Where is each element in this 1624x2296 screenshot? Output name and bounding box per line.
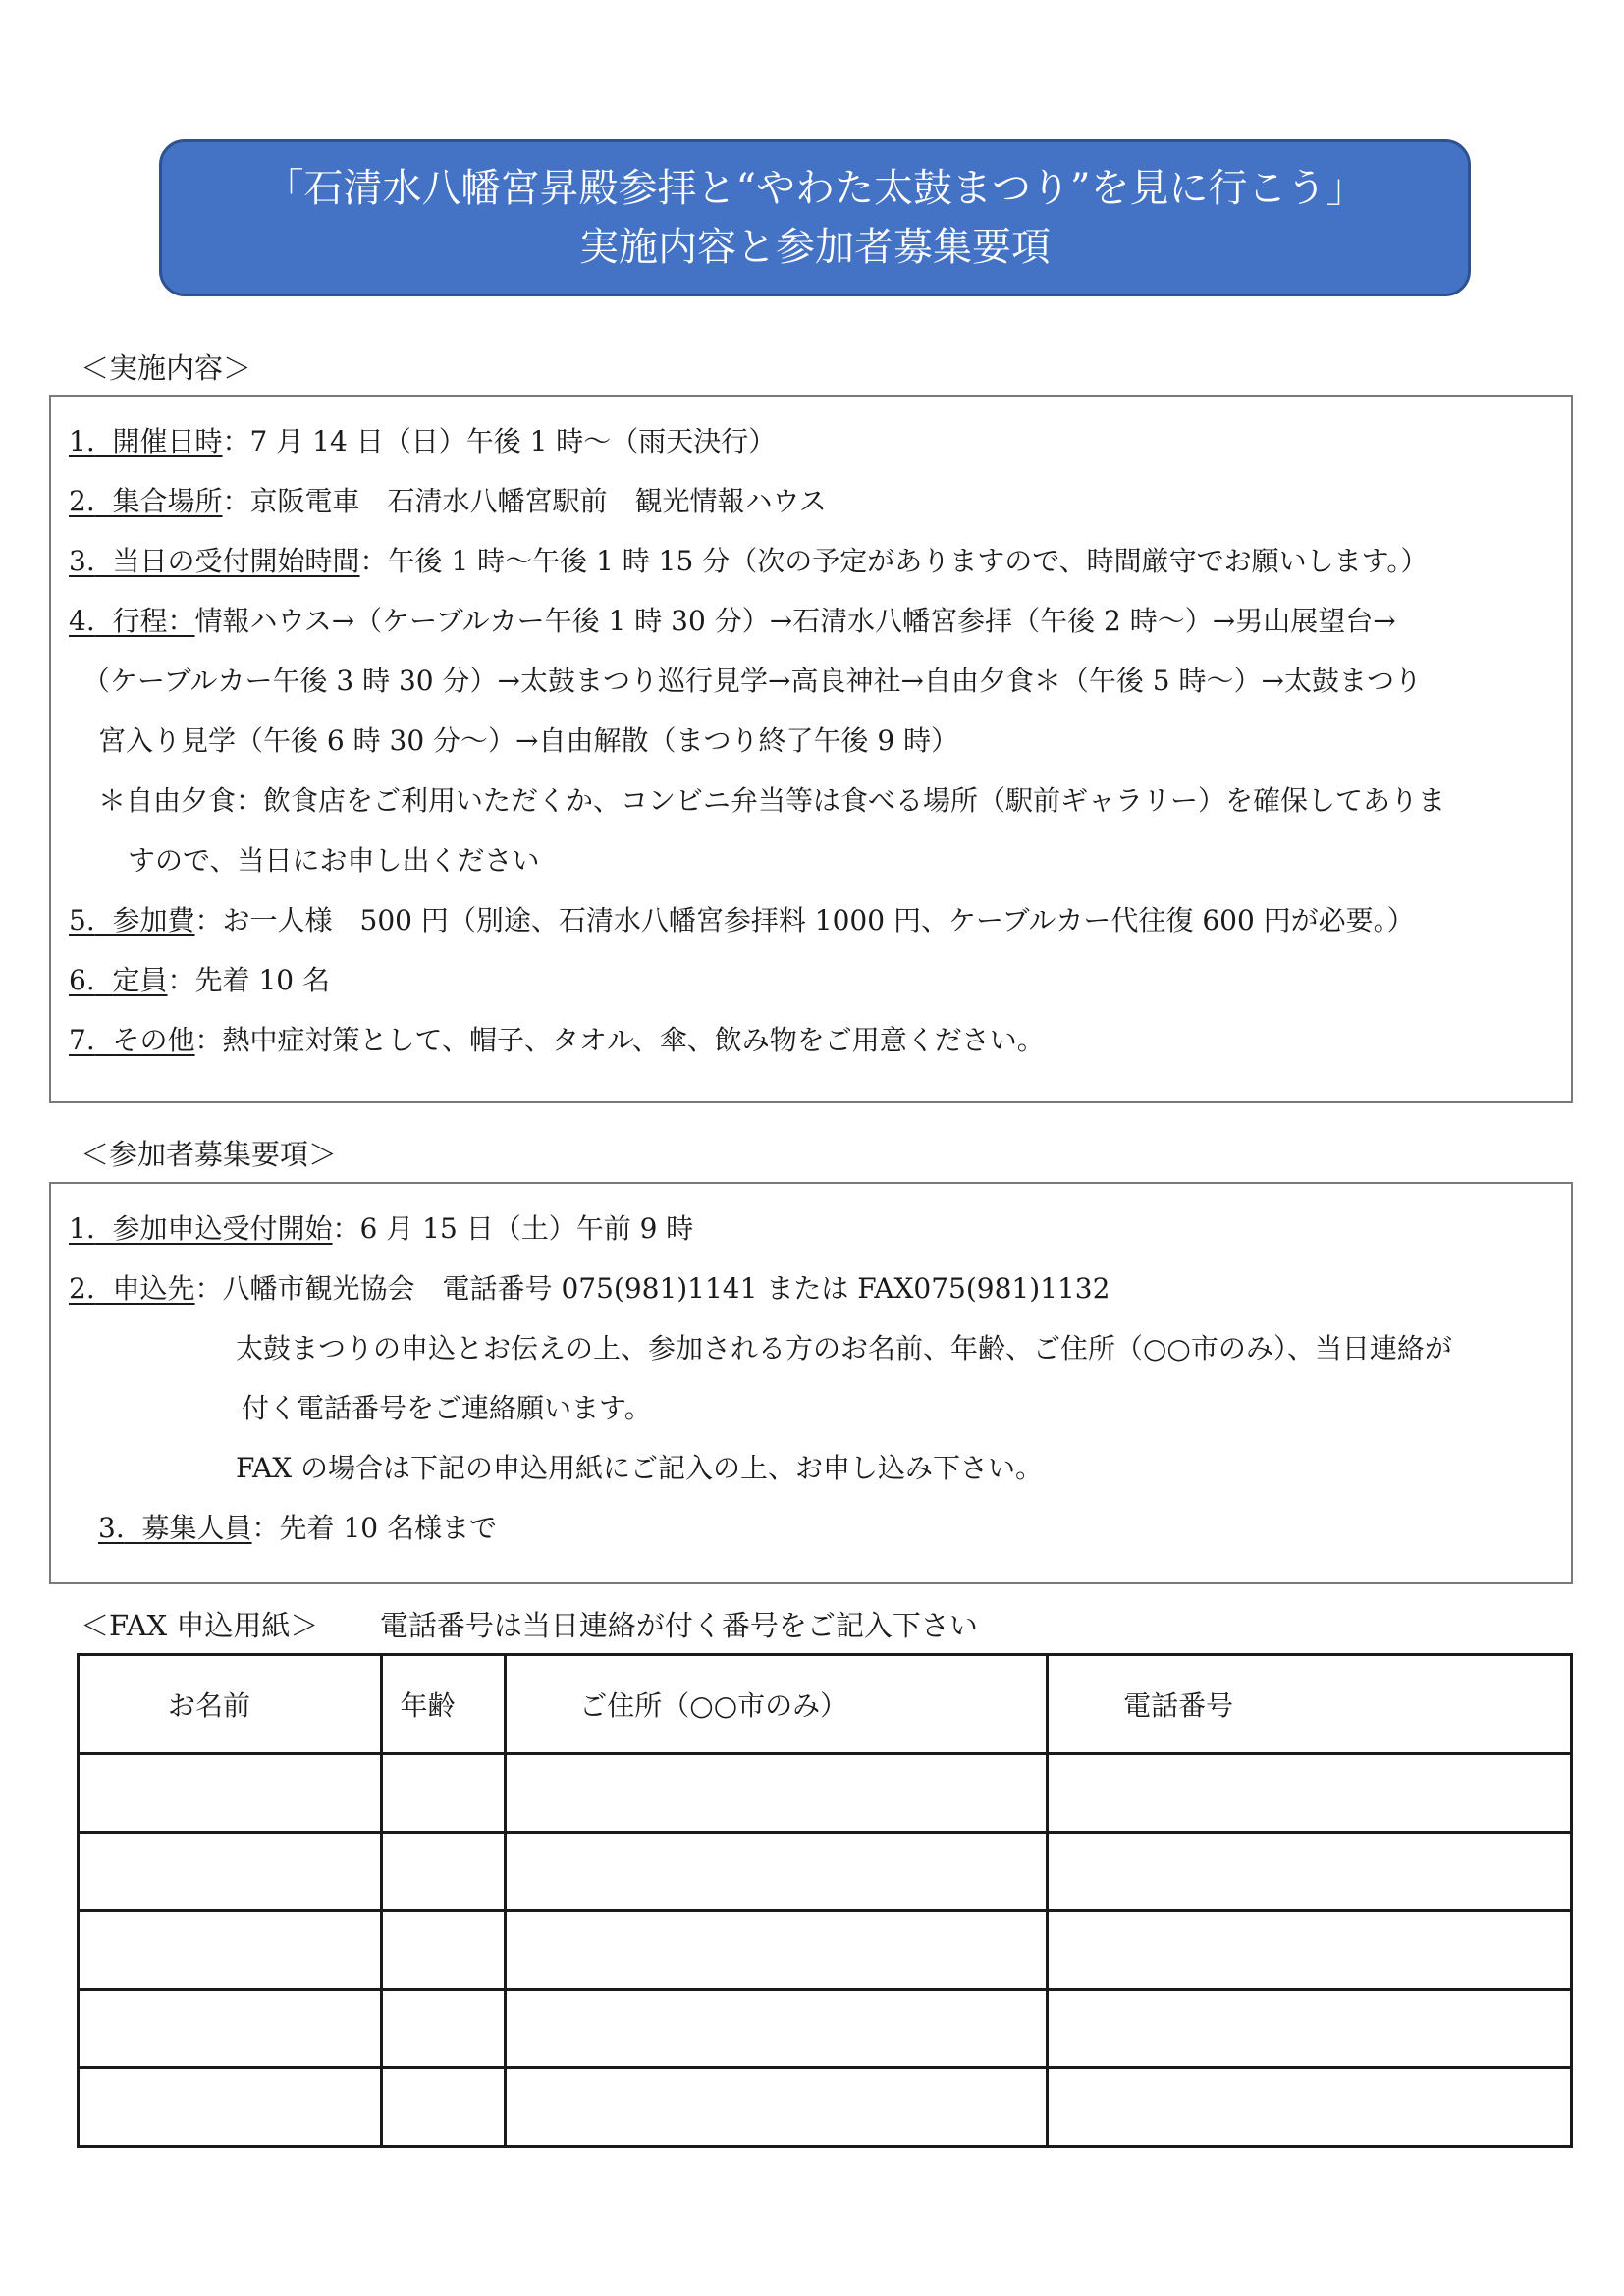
- column-header-phone: 電話番号: [1048, 1655, 1572, 1754]
- section-heading-recruitment: ＜参加者募集要項＞: [81, 1138, 338, 1171]
- age-cell[interactable]: [381, 1833, 506, 1911]
- implementation-item-1: 1. 開催日時：7 月 14 日（日）午後 1 時～（雨天決行）: [69, 425, 777, 457]
- recruitment-item-3: 3. 募集人員：先着 10 名様まで: [98, 1512, 497, 1544]
- address-cell[interactable]: [506, 1833, 1048, 1911]
- title-line-1: 「石清水八幡宮昇殿参拝と“やわた太鼓まつり”を見に行こう」: [264, 166, 1366, 211]
- recruitment-item-1: 1. 参加申込受付開始：6 月 15 日（土）午前 9 時: [69, 1212, 694, 1245]
- column-header-address: ご住所（○○市のみ）: [506, 1655, 1048, 1754]
- table-row: [79, 1833, 1572, 1911]
- phone-cell[interactable]: [1048, 1990, 1572, 2068]
- address-cell[interactable]: [506, 1911, 1048, 1990]
- implementation-item-4: 4. 行程：情報ハウス→（ケーブルカー午後 1 時 30 分）→石清水八幡宮参拝（午後 2 時～）→男山展望台→: [69, 605, 1396, 637]
- address-cell[interactable]: [506, 1990, 1048, 2068]
- name-cell[interactable]: [79, 1990, 382, 2068]
- phone-cell[interactable]: [1048, 2068, 1572, 2147]
- table-row: [79, 1990, 1572, 2068]
- implementation-item-2: 2. 集合場所：京阪電車 石清水八幡宮駅前 観光情報ハウス: [69, 485, 827, 517]
- column-header-name: お名前: [79, 1655, 382, 1754]
- address-cell[interactable]: [506, 2068, 1048, 2147]
- itinerary-continued-2: 宮入り見学（午後 6 時 30 分～）→自由解散（まつり終了午後 9 時）: [98, 724, 959, 757]
- recruitment-paragraph-1: 太鼓まつりの申込とお伝えの上、参加される方のお名前、年齢、ご住所（○○市のみ）、当日連絡が: [236, 1332, 1452, 1364]
- fax-note: 電話番号は当日連絡が付く番号をご記入下さい: [379, 1609, 978, 1642]
- phone-cell[interactable]: [1048, 1911, 1572, 1990]
- name-cell[interactable]: [79, 1911, 382, 1990]
- implementation-item-5: 5. 参加費：お一人様 500 円（別途、石清水八幡宮参拝料 1000 円、ケーブルカー代往復 600 円が必要。）: [69, 904, 1415, 936]
- recruitment-paragraph-2: 付く電話番号をご連絡願います。: [242, 1392, 652, 1424]
- section-heading-implementation: ＜実施内容＞: [81, 351, 252, 385]
- name-cell[interactable]: [79, 1833, 382, 1911]
- implementation-item-7: 7. その他：熱中症対策として、帽子、タオル、傘、飲み物をご用意ください。: [69, 1024, 1045, 1056]
- dinner-note-1: ＊自由夕食：飲食店をご利用いただくか、コンビニ弁当等は食べる場所（駅前ギャラリー）を確保してありま: [98, 784, 1446, 817]
- dinner-note-2: すので、当日にお申し出ください: [128, 844, 540, 877]
- fax-form-title: ＜FAX 申込用紙＞: [81, 1609, 319, 1642]
- name-cell[interactable]: [79, 2068, 382, 2147]
- table-header-row: [79, 1655, 1572, 1754]
- recruitment-item-2: 2. 申込先：八幡市観光協会 電話番号 075(981)1141 または FAX075(981)1132: [69, 1272, 1110, 1305]
- age-cell[interactable]: [381, 2068, 506, 2147]
- implementation-item-6: 6. 定員：先着 10 名: [69, 964, 330, 996]
- age-cell[interactable]: [381, 1911, 506, 1990]
- table-row: [79, 2068, 1572, 2147]
- fax-heading: [81, 1606, 978, 1645]
- table-row: [79, 1754, 1572, 1833]
- recruitment-paragraph-3: FAX の場合は下記の申込用紙にご記入の上、お申し込み下さい。: [236, 1452, 1044, 1484]
- age-cell[interactable]: [381, 1754, 506, 1833]
- itinerary-continued-1: （ケーブルカー午後 3 時 30 分）→太鼓まつり巡行見学→高良神社→自由夕食＊（午後 5 時～）→太鼓まつり: [82, 665, 1422, 697]
- phone-cell[interactable]: [1048, 1833, 1572, 1911]
- name-cell[interactable]: [79, 1754, 382, 1833]
- column-header-age: 年齢: [381, 1655, 506, 1754]
- address-cell[interactable]: [506, 1754, 1048, 1833]
- implementation-item-3: 3. 当日の受付開始時間：午後 1 時～午後 1 時 15 分（次の予定がありますので、時間厳守でお願いします。）: [69, 545, 1429, 577]
- phone-cell[interactable]: [1048, 1754, 1572, 1833]
- title-line-2: 実施内容と参加者募集要項: [579, 225, 1051, 270]
- age-cell[interactable]: [381, 1990, 506, 2068]
- title-banner: [159, 139, 1471, 296]
- fax-application-form: [77, 1653, 1573, 2148]
- table-row: [79, 1911, 1572, 1990]
